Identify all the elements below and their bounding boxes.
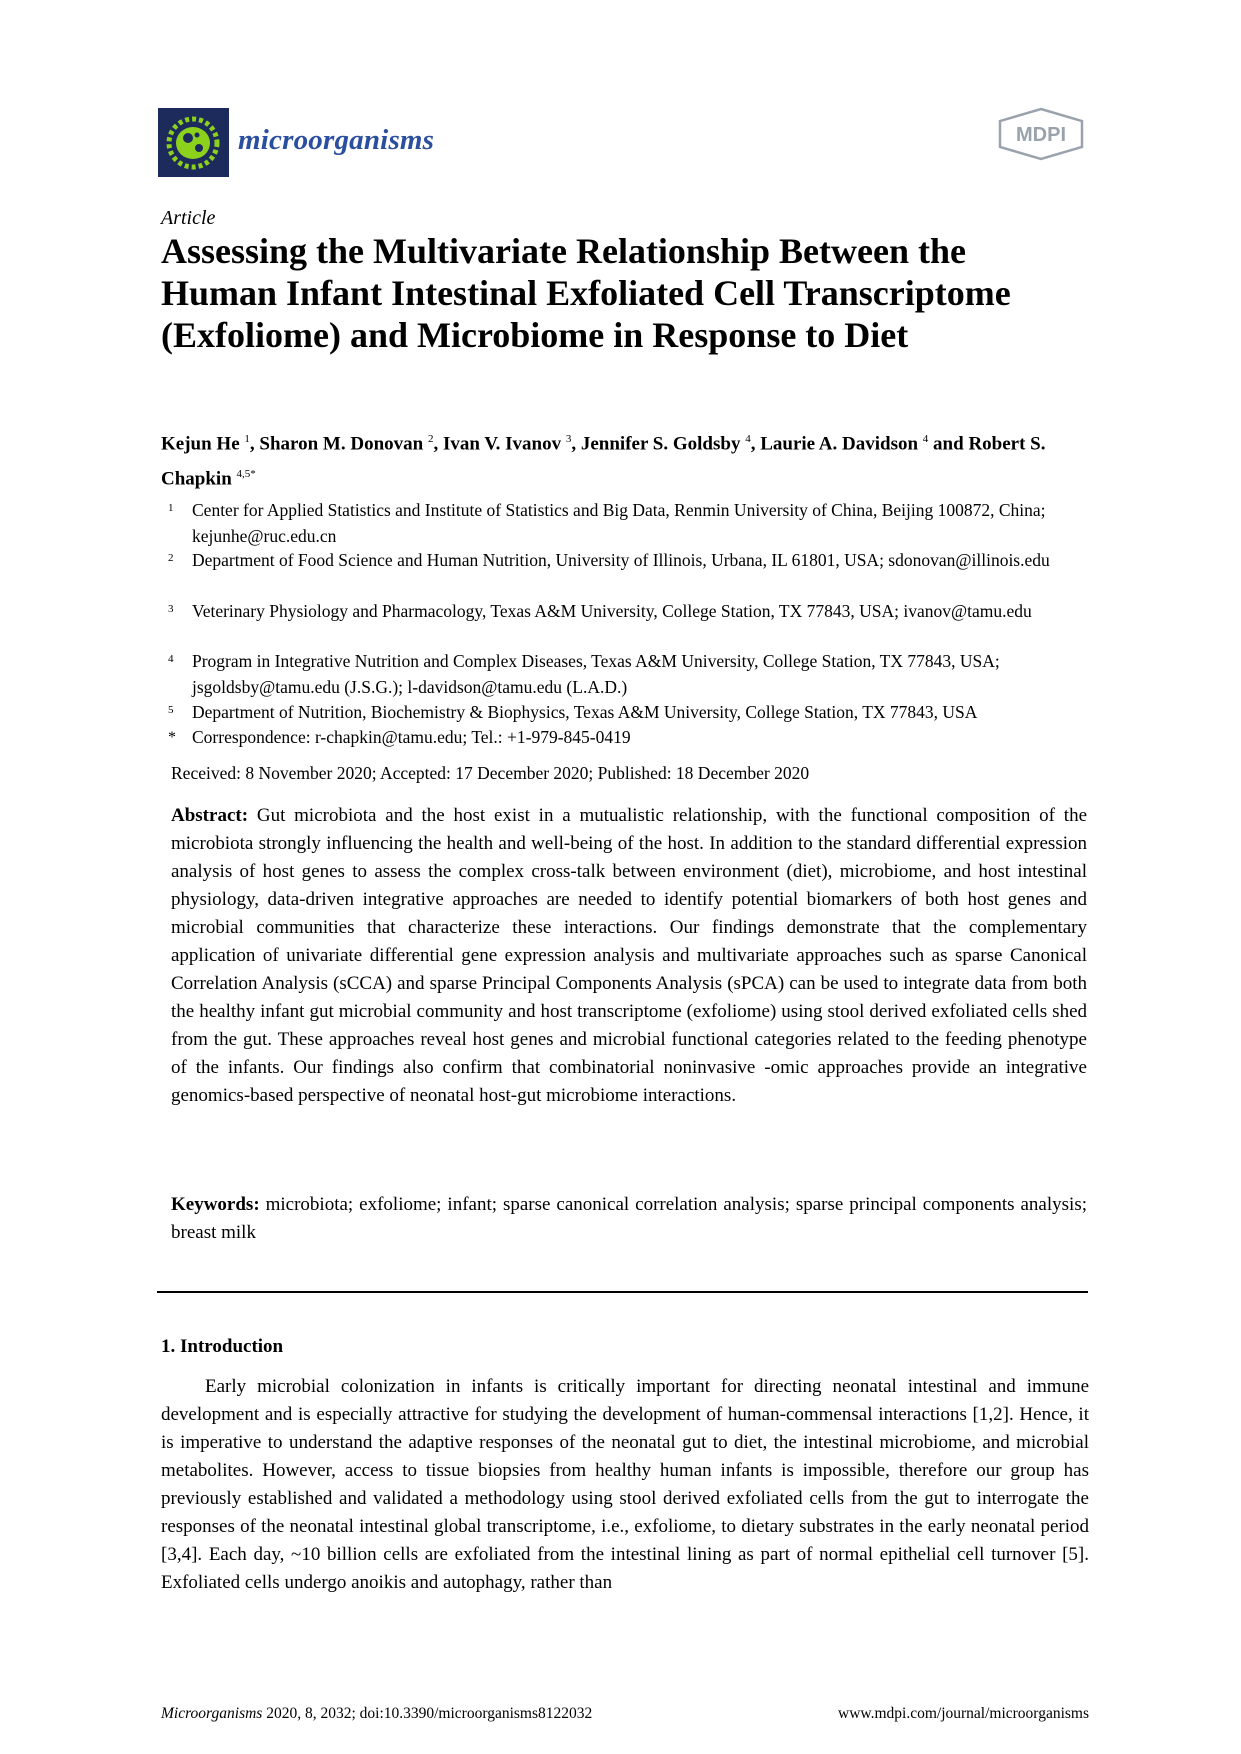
footer-citation: 2020, 8, 2032; doi:10.3390/microorganisms8122032 [262, 1705, 593, 1722]
affiliation-number: 4 [168, 653, 174, 665]
affiliation [168, 599, 1098, 625]
affiliation [168, 649, 1098, 700]
author-name: Robert S. Chapkin [161, 433, 1046, 490]
introduction-paragraph: Early microbial colonization in infants is critically important for directing neonatal intestinal and immune development and is especially attractive for studying the development of human-commensal interactions [1,2]. Hence, it is imperative to understand the adaptive responses of the neonatal gut to diet, the intestinal microbiome, and microbial metabolites. However, access to tissue biopsies from healthy human infants is impossible, therefore our group has previously established and validated a methodology using stool derived exfoliated cells from the gut to interrogate the responses of the neonatal intestinal global transcriptome, i.e., exfoliome, to dietary substrates in the early neonatal period [3,4]. Each day, ~10 billion cells are exfoliated from the intestinal lining as part of normal epithelial cell turnover [5]. Exfoliated cells undergo anoikis and autophagy, rather than [161, 1376, 1089, 1593]
author-affiliation-mark: 1 [244, 433, 250, 445]
author-separator: and [928, 433, 969, 455]
affiliation-text: Veterinary Physiology and Pharmacology, Texas A&M University, College Station, TX 77843, USA; ivanov@tamu.edu [192, 601, 1032, 621]
section-divider [157, 1291, 1088, 1293]
author-name: Kejun He [161, 433, 240, 455]
journal-logo-icon [158, 108, 229, 177]
journal-name: microorganisms [238, 124, 435, 156]
affiliation-number: 1 [168, 502, 174, 514]
correspondence-text: Correspondence: r-chapkin@tamu.edu; Tel.: +1-979-845-0419 [192, 727, 631, 747]
affiliation-number: 5 [168, 704, 174, 716]
section-heading: 1. Introduction [161, 1336, 284, 1357]
article-type: Article [161, 207, 216, 229]
abstract-text: Gut microbiota and the host exist in a mutualistic relationship, with the functional composition of the microbiota strongly influencing the health and well-being of the host. In addition to the standard differential expression analysis of host genes to assess the complex cross-talk between environment (diet), microbiome, and host intestinal physiology, data-driven integrative approaches are needed to identify potential biomarkers of both host genes and microbial communities that characterize these interactions. Our findings demonstrate that the complementary application of univariate differential gene expression analysis and multivariate approaches such as sparse Canonical Correlation Analysis (sCCA) and sparse Principal Components Analysis (sPCA) can be used to integrate data from both the healthy infant gut microbial community and host transcriptome (exfoliome) using stool derived exfoliated cells shed from the gut. These approaches reveal host genes and microbial functional categories related to the feeding phenotype of the infants. Our findings also confirm that combinatorial noninvasive -omic approaches provide an integrative genomics-based perspective of neonatal host-gut microbiome interactions. [171, 805, 1087, 1106]
article-title: Assessing the Multivariate Relationship Between the Human Infant Intestinal Exfoliated Cell Transcriptome (Exfoliome) and Microbiome in Response to Diet [161, 231, 1011, 355]
affiliation [168, 498, 1098, 549]
affiliation-text: Center for Applied Statistics and Institute of Statistics and Big Data, Renmin University of China, Beijing 100872, China; kejunhe@ruc.edu.cn [192, 500, 1046, 546]
mdpi-logo-icon [996, 107, 1086, 161]
affiliation-text: Program in Integrative Nutrition and Complex Diseases, Texas A&M University, College Station, TX 77843, USA; jsgoldsby@tamu.edu (J.S.G.); l-davidson@tamu.edu (L.A.D.) [192, 651, 1000, 697]
affiliation-number: 3 [168, 603, 174, 615]
author-name: Ivan V. Ivanov [442, 433, 562, 455]
author-name: Laurie A. Davidson [760, 433, 919, 455]
svg-text:MDPI: MDPI [1016, 124, 1066, 146]
correspondence [168, 725, 1098, 751]
abstract-label: Abstract: [171, 805, 249, 826]
affiliation-text: Department of Food Science and Human Nutrition, University of Illinois, Urbana, IL 61801, USA; sdonovan@illinois.edu [192, 550, 1050, 570]
affiliation-text: Department of Nutrition, Biochemistry & Biophysics, Texas A&M University, College Station, TX 77843, USA [192, 702, 978, 722]
author-affiliation-mark: 4 [922, 433, 929, 445]
keywords [171, 1191, 1087, 1247]
keywords-label: Keywords: [171, 1194, 260, 1215]
author-affiliation-mark: 3 [565, 433, 572, 445]
author-separator: , [750, 433, 761, 455]
citation-footer [161, 1705, 592, 1723]
affiliation [168, 700, 1098, 726]
footer-journal-name: Microorganisms [161, 1705, 263, 1722]
abstract [171, 802, 1087, 1110]
author-separator: , [249, 433, 260, 455]
journal-url-link[interactable]: www.mdpi.com/journal/microorganisms [838, 1705, 1089, 1722]
author-name: Jennifer S. Goldsby [580, 433, 741, 455]
affiliation [168, 548, 1098, 574]
affiliation-number: * [168, 729, 176, 746]
author-affiliation-mark: 4 [745, 433, 751, 445]
author-name: Sharon M. Donovan [259, 433, 424, 455]
author-affiliation-mark: 2 [427, 433, 434, 445]
affiliation-number: 2 [168, 552, 174, 564]
publication-dates: Received: 8 November 2020; Accepted: 17 December 2020; Published: 18 December 2020 [171, 763, 810, 783]
author-affiliation-mark: 4,5* [236, 468, 256, 481]
author-list [161, 424, 1091, 495]
keywords-text: microbiota; exfoliome; infant; sparse canonical correlation analysis; sparse principal components analysis; breast milk [171, 1194, 1087, 1243]
author-separator: , [571, 433, 581, 455]
author-separator: , [433, 433, 443, 455]
